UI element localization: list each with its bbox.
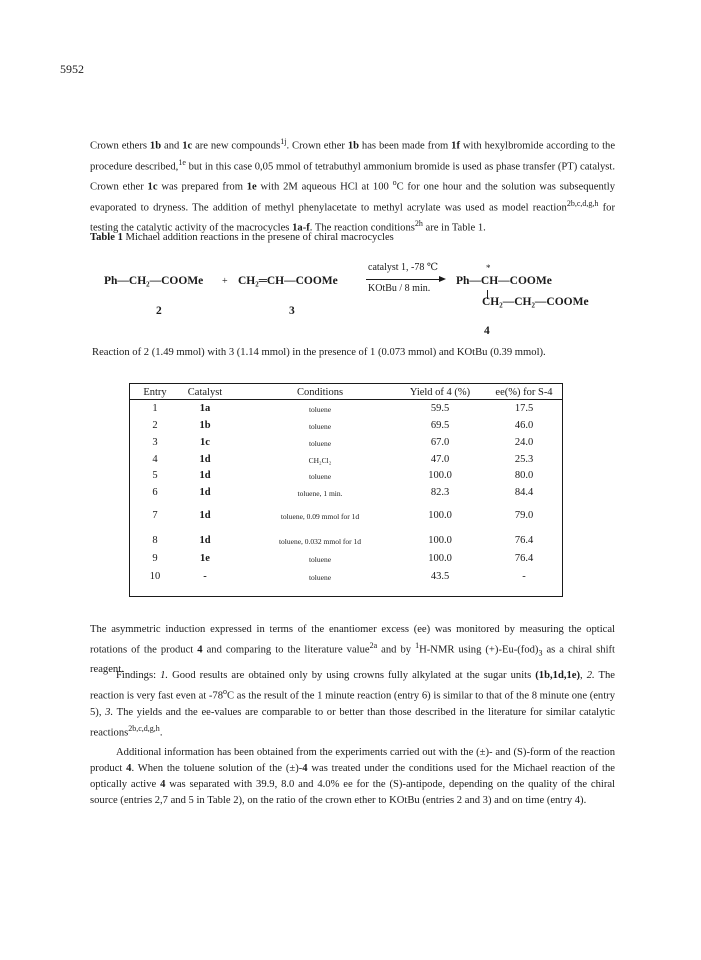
text-run: are new compounds <box>192 140 281 152</box>
text-run: was separated with 39.9, 8.0 and 4.0% ee for the (S)-antipode, depending on the quality of the chiral source (entries 2,7 and 5 in Table 2), on the ratio of the crown ether to KOtBu (entries 2 and 3) and on time (entry 4). <box>90 779 615 806</box>
cell-yield: 43.5 <box>430 571 450 582</box>
sup-run: 2a <box>369 641 378 650</box>
cell-conditions: toluene <box>308 405 332 414</box>
label-2: 2 <box>156 305 162 317</box>
cell-conditions: toluene <box>308 439 332 448</box>
additional-paragraph <box>90 745 615 809</box>
cell-conditions: toluene, 0.032 mmol for 1d <box>278 537 362 546</box>
table-caption-text: Michael addition reactions in the presene of chiral macrocycles <box>122 232 394 243</box>
page-number: 5952 <box>60 62 84 76</box>
b-run: 4 <box>126 763 132 774</box>
reaction-conditions-line: Reaction of 2 (1.49 mmol) with 3 (1.14 mmol) in the presence of 1 (0.073 mmol) and KOtBu (0.39 mmol). <box>92 347 546 358</box>
sup-run: 1e <box>178 157 186 167</box>
cell-yield: 100.0 <box>428 553 452 564</box>
cell-conditions: toluene <box>308 555 332 564</box>
cell-yield: 47.0 <box>430 454 450 465</box>
i-run: 2. <box>586 670 595 681</box>
reactant-3: CH₂═CH—COOMe <box>238 275 338 287</box>
reaction-arrow-head <box>439 276 446 282</box>
header-yield: Yield of 4 (%) <box>409 387 471 398</box>
text-run: are in Table 1. <box>422 222 486 234</box>
intro-paragraph <box>90 134 615 237</box>
cell-yield: 59.5 <box>430 403 450 414</box>
text-run: Additional information has been obtained from the experiments carried out with the (±)- and (S)-form of the reaction product <box>90 747 615 774</box>
cell-catalyst: 1b <box>199 420 211 431</box>
cell-catalyst: 1c <box>200 437 210 448</box>
cell-catalyst: 1d <box>199 487 211 498</box>
cell-catalyst: 1a <box>199 403 211 414</box>
cell-entry: 5 <box>152 470 158 481</box>
text-run: C as the result of the 1 minute reaction (entry 6) is similar to that of the 8 minute one (entry 5), <box>90 690 615 718</box>
text-run: The reaction is very fast even at -78 <box>90 670 615 702</box>
table-top-rule <box>129 383 563 384</box>
cell-catalyst: 1d <box>199 510 211 521</box>
product-bottom: CH₂—CH₂—COOMe <box>482 296 589 308</box>
header-conditions: Conditions <box>296 387 344 398</box>
cell-catalyst: 1d <box>199 470 211 481</box>
cell-ee: 46.0 <box>514 420 534 431</box>
header-ee: ee(%) for S-4 <box>495 387 553 398</box>
text-run: and by <box>377 644 416 656</box>
i-run: 1. <box>160 670 169 681</box>
cell-entry: 10 <box>149 571 161 582</box>
b-run: 1c <box>147 181 158 193</box>
table-bottom-rule <box>129 596 563 597</box>
cell-entry: 8 <box>152 535 158 546</box>
table-caption <box>90 232 394 243</box>
text-run: with hexylbromide according to the procedure described, <box>90 140 616 173</box>
cell-conditions: toluene <box>308 422 332 431</box>
text-run: was treated under the conditions used for the Michael reaction of the optically active <box>90 763 615 790</box>
cell-conditions: toluene, 0.09 mmol for 1d <box>280 512 360 521</box>
cell-conditions: toluene, 1 min. <box>297 489 343 498</box>
cell-entry: 2 <box>152 420 158 431</box>
arrow-conditions-top: catalyst 1, -78 ℃ <box>368 262 439 273</box>
cell-entry: 9 <box>152 553 158 564</box>
table-left-border <box>129 383 130 596</box>
cell-yield: 67.0 <box>430 437 450 448</box>
label-3: 3 <box>289 305 295 317</box>
header-entry: Entry <box>143 387 167 398</box>
cell-catalyst: 1e <box>200 553 210 564</box>
product-top: Ph—CH—COOMe <box>456 275 552 287</box>
b-run: 1c <box>182 140 193 152</box>
b-run: 4 <box>197 644 203 656</box>
text-run: . When the toluene solution of the (±)- <box>131 763 303 774</box>
cell-ee: 76.4 <box>514 535 534 546</box>
text-run: but in this case 0,05 mmol of tetrabuthyl ammonium bromide is used as phase transfer (PT) catalyst. Crown ether <box>90 161 615 193</box>
b-run: 1f <box>451 140 460 152</box>
plus-sign: + <box>222 276 228 287</box>
label-4: 4 <box>484 325 490 337</box>
cell-yield: 82.3 <box>430 487 450 498</box>
text-run: . Crown ether <box>286 140 348 152</box>
cell-ee: 17.5 <box>514 403 534 414</box>
text-run: for testing the catalytic activity of the macrocycles <box>90 202 615 234</box>
cell-yield: 100.0 <box>428 510 452 521</box>
sup-run: 1j <box>280 137 287 146</box>
text-run: C for one hour and the solution was subsequently evaporated to dryness. The addition of methyl phenylacetate to methyl acrylate was used as model reaction <box>90 181 615 214</box>
b-run: (1b,1d,1e) <box>535 670 581 681</box>
cell-ee: 84.4 <box>514 487 534 498</box>
text-run: as a chiral shift reagent. <box>90 644 615 675</box>
table-header-rule <box>129 399 563 400</box>
cell-conditions: toluene <box>308 573 332 582</box>
sup-run: 1 <box>415 641 420 650</box>
sub-run: 3 <box>538 648 543 658</box>
text-run: and comparing to the literature value <box>202 644 370 656</box>
sup-run: 2b,c,d,g,h <box>128 723 160 733</box>
text-run: The asymmetric induction expressed in terms of the enantiomer excess (ee) was monitored by measuring the optical rotations of the product <box>90 624 615 656</box>
i-run: 3. <box>105 706 114 718</box>
cell-ee: 25.3 <box>514 454 534 465</box>
cell-entry: 7 <box>152 510 158 521</box>
cell-ee: 79.0 <box>514 510 534 521</box>
table-right-border <box>562 383 563 596</box>
text-run: , <box>580 670 587 681</box>
table-caption-label: Table 1 <box>90 232 123 243</box>
cell-catalyst: - <box>203 571 207 582</box>
b-run: 1b <box>149 140 162 152</box>
cell-ee: 76.4 <box>514 553 534 564</box>
header-catalyst: Catalyst <box>187 387 223 398</box>
cell-ee: - <box>522 571 526 582</box>
cell-ee: 80.0 <box>514 470 534 481</box>
text-run: Findings: <box>116 670 161 681</box>
reactant-2: Ph—CH₂—COOMe <box>104 275 204 287</box>
text-run: Crown ethers <box>90 140 150 152</box>
text-run: . <box>159 727 163 739</box>
sup-run: o <box>392 178 397 188</box>
b-run: 4 <box>302 763 308 774</box>
text-run: with 2M aqueous HCl at 100 <box>256 181 393 193</box>
sup-run: 2h <box>414 219 423 229</box>
cell-conditions: CH₂Cl₂ <box>308 456 332 465</box>
b-run: 4 <box>160 779 166 790</box>
cell-yield: 100.0 <box>428 470 452 481</box>
cell-catalyst: 1d <box>199 535 211 546</box>
cell-entry: 4 <box>152 454 158 465</box>
b-run: 1a-f <box>292 222 310 234</box>
text-run: Good results are obtained only by using crowns fully alkylated at the sugar units <box>168 670 536 681</box>
b-run: 1e <box>246 181 257 193</box>
text-run: . The reaction conditions <box>309 222 415 234</box>
cell-entry: 6 <box>152 487 158 498</box>
arrow-conditions-bottom: KOtBu / 8 min. <box>368 283 431 294</box>
text-run: The yields and the ee-values are comparable to or better than those described in the literature for similar catalytic reactions <box>90 706 615 739</box>
text-run: and <box>161 140 183 152</box>
cell-yield: 100.0 <box>428 535 452 546</box>
cell-catalyst: 1d <box>199 454 211 465</box>
text-run: has been made from <box>359 140 452 152</box>
cell-entry: 1 <box>152 403 158 414</box>
cell-entry: 3 <box>152 437 158 448</box>
sup-run: o <box>223 687 228 696</box>
text-run: was prepared from <box>157 181 247 193</box>
cell-conditions: toluene <box>308 472 332 481</box>
sup-run: 2b,c,d,g,h <box>566 198 599 208</box>
findings-paragraph <box>90 668 615 741</box>
b-run: 1b <box>347 140 360 152</box>
chiral-star: * <box>486 263 491 273</box>
cell-yield: 69.5 <box>430 420 450 431</box>
reaction-arrow <box>366 279 439 280</box>
cell-ee: 24.0 <box>514 437 534 448</box>
text-run: H-NMR using (+)-Eu-(fod) <box>419 644 539 656</box>
